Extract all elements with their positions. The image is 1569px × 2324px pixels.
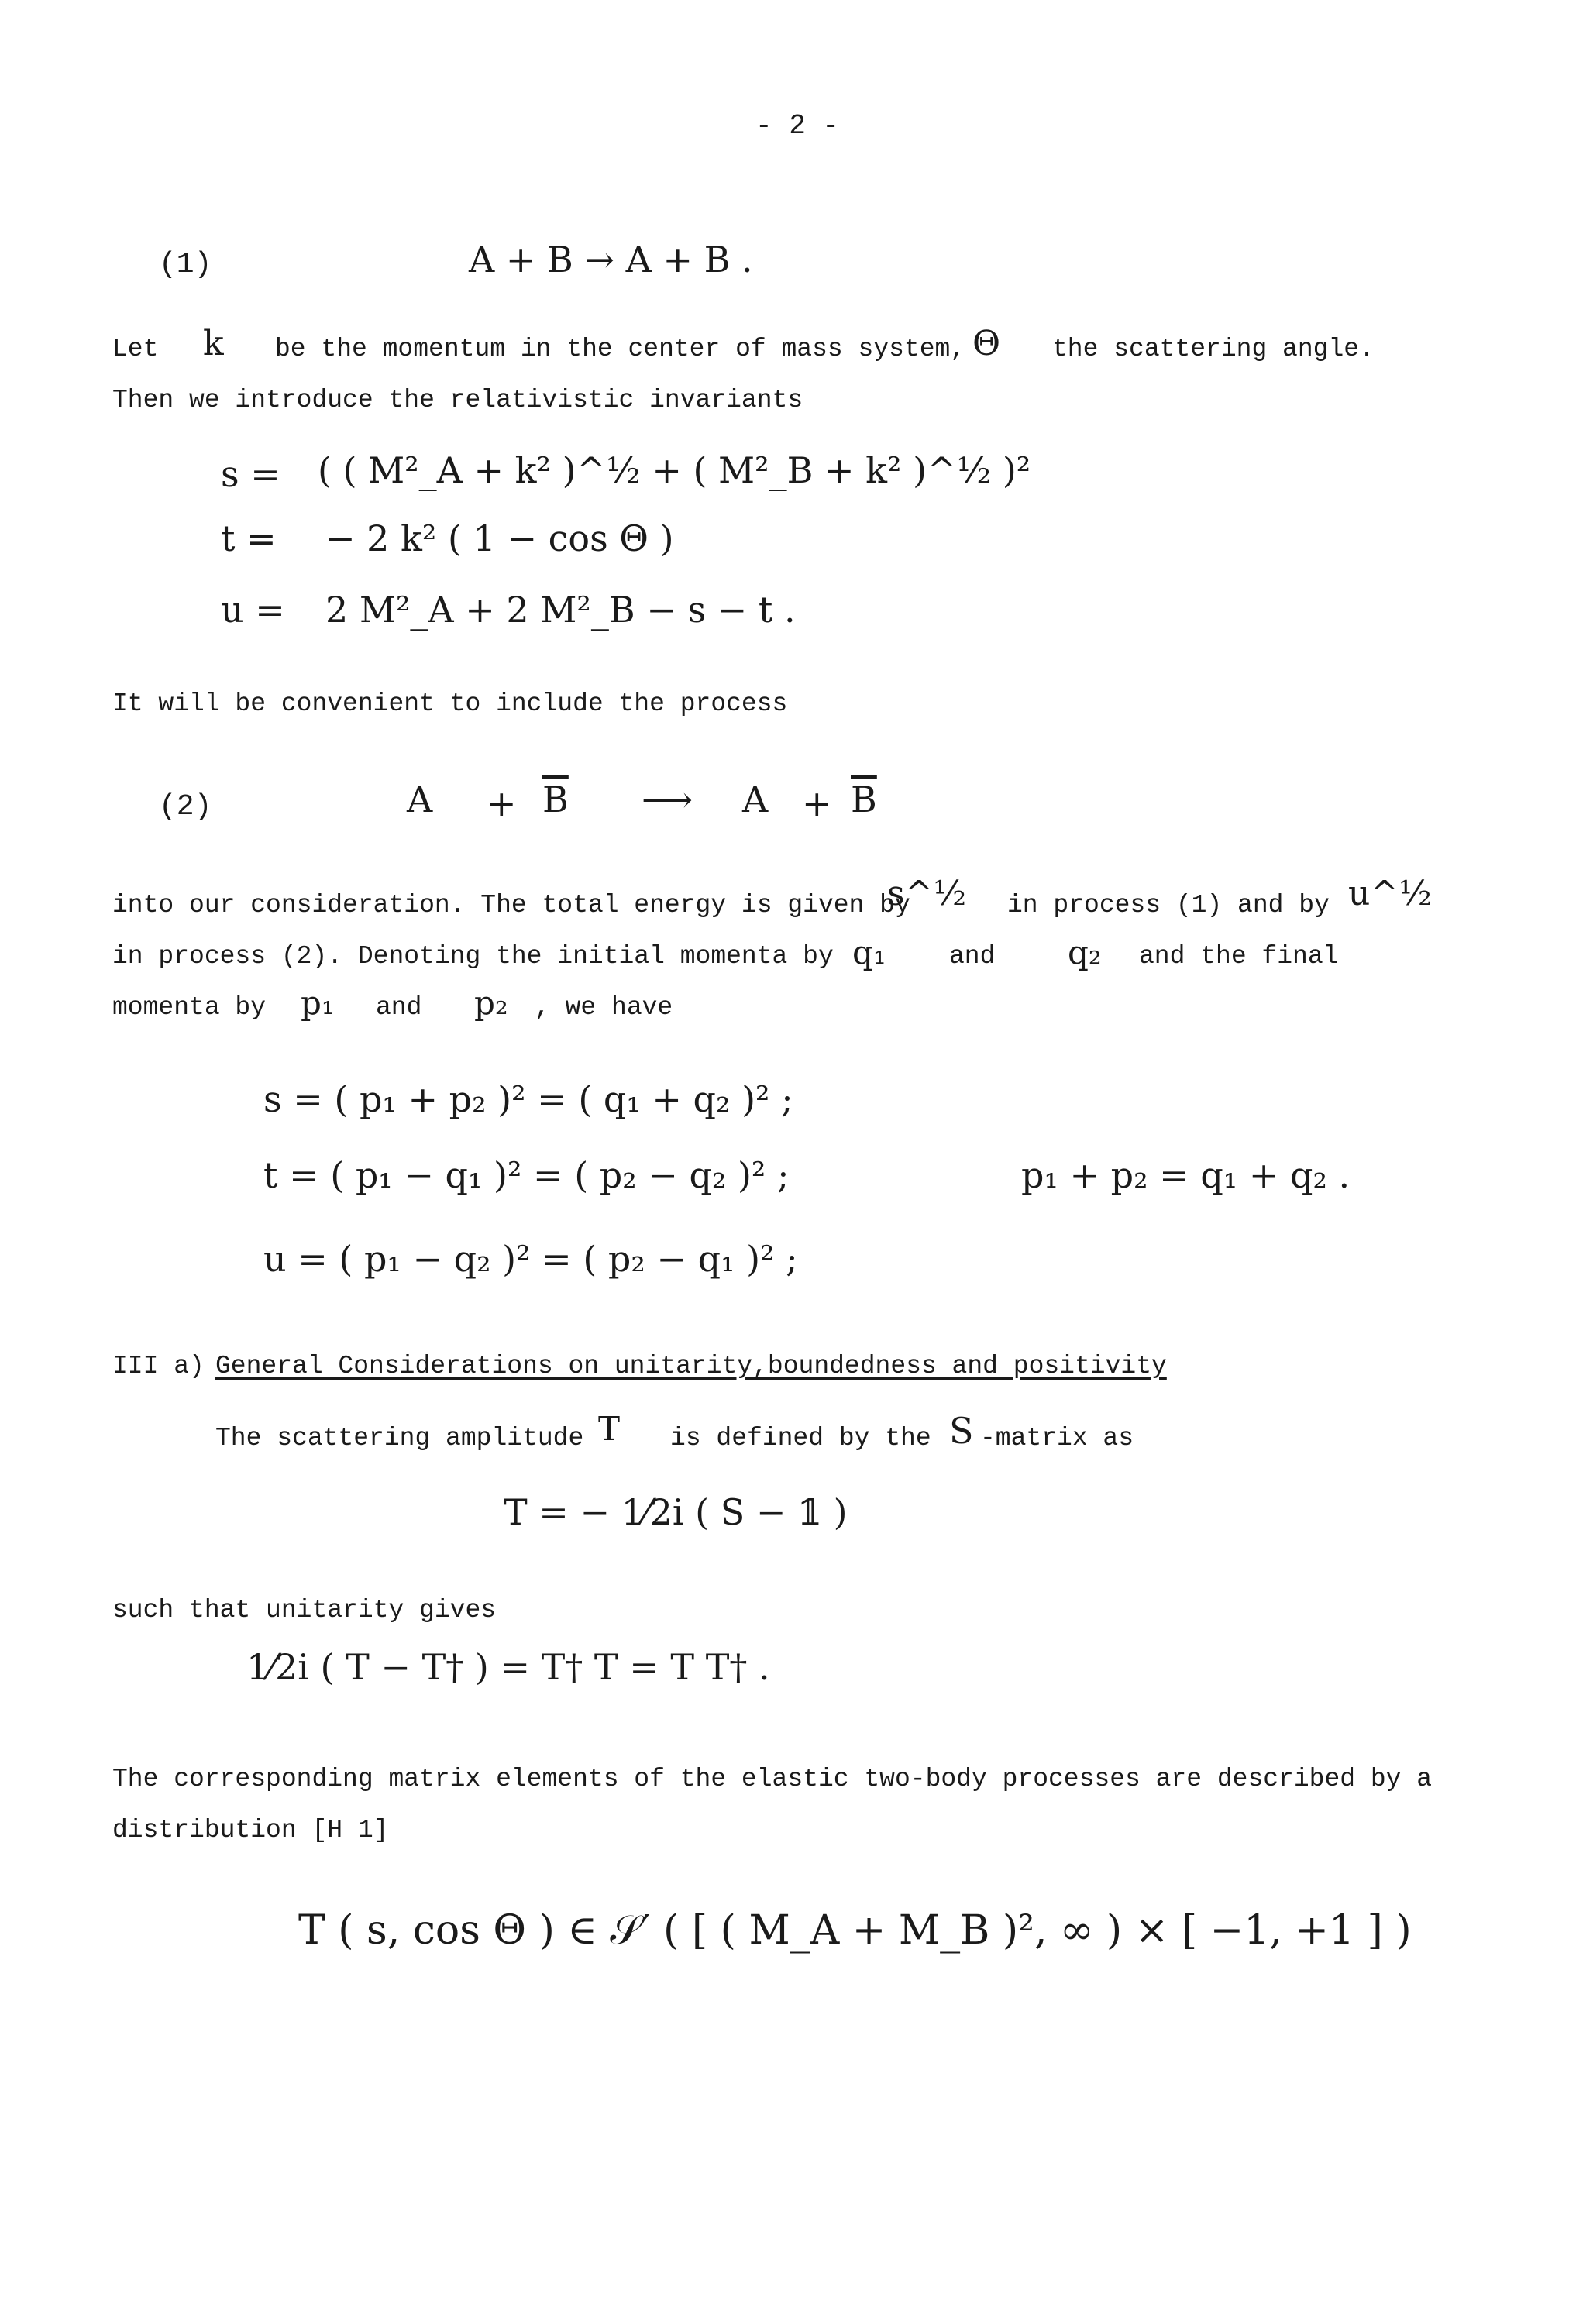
equation-number-1: (1): [159, 248, 212, 281]
section-title: General Considerations on unitarity,boundedness and positivity: [215, 1352, 1167, 1380]
invariant-t-lhs: t =: [221, 517, 277, 559]
invariant-s-rhs: ( ( M²_A + k² )^½ + ( M²_B + k² )^½ )²: [318, 449, 1031, 491]
symbol-S: S: [949, 1410, 974, 1452]
reaction-2-b1-bar: $\overline{B}$: [542, 779, 569, 820]
reaction-2-a1: A: [407, 779, 433, 820]
kinematic-u: u = ( p₁ − q₂ )² = ( p₂ − q₁ )² ;: [263, 1238, 798, 1280]
text-scattering-angle: the scattering angle.: [1052, 335, 1375, 363]
text-let: Let: [112, 335, 159, 363]
text-matrix-as: -matrix as: [980, 1424, 1134, 1452]
page-number: - 2 -: [755, 110, 840, 142]
reaction-2-b2-bar: $\overline{B}$: [851, 779, 877, 820]
invariant-u-rhs: 2 M²_A + 2 M²_B − s − t .: [325, 589, 796, 631]
invariant-t-rhs: − 2 k² ( 1 − cos Θ ): [325, 517, 674, 559]
symbol-k: k: [203, 324, 224, 363]
text-in-process-1: in process (1) and by: [1007, 891, 1330, 920]
text-matrix-elements: The corresponding matrix elements of the elastic two-body processes are described by a: [112, 1765, 1433, 1793]
symbol-sqrt-s: s^½: [887, 874, 967, 913]
text-scattering-amplitude: The scattering amplitude: [215, 1424, 584, 1452]
text-distribution-ref: distribution [H 1]: [112, 1816, 389, 1844]
symbol-p2: p₂: [474, 984, 508, 1022]
text-include-process: It will be convenient to include the process: [112, 689, 788, 718]
text-unitarity-gives: such that unitarity gives: [112, 1596, 497, 1624]
invariant-s-lhs: s =: [221, 453, 280, 495]
symbol-theta: Θ: [972, 324, 1001, 363]
text-and-q: and: [949, 942, 996, 971]
text-momenta-by: momenta by: [112, 993, 267, 1022]
equation-number-2: (2): [159, 790, 212, 823]
text-total-energy: into our consideration. The total energy is given by: [112, 891, 910, 920]
reaction-2-plus2: +: [802, 782, 832, 824]
reaction-2-a2: A: [742, 779, 769, 820]
symbol-T: T: [598, 1410, 621, 1448]
symbol-q1: q₁: [852, 933, 886, 971]
invariant-u-lhs: u =: [221, 589, 285, 631]
symbol-q2: q₂: [1068, 933, 1102, 971]
text-we-have: , we have: [535, 993, 673, 1022]
text-and-the-final: and the final: [1139, 942, 1339, 971]
kinematic-s: s = ( p₁ + p₂ )² = ( q₁ + q₂ )² ;: [263, 1078, 793, 1120]
symbol-sqrt-u: u^½: [1348, 874, 1432, 913]
section-number: III a): [112, 1352, 205, 1380]
equation-unitarity: 1⁄2i ( T − T† ) = T† T = T T† .: [246, 1646, 770, 1688]
text-introduce-invariants: Then we introduce the relativistic invariants: [112, 386, 803, 414]
equation-distribution: T ( s, cos Θ ) ∈ 𝒮′ ( [ ( M_A + M_B )², ∞ ) × [ −1, +1 ] ): [298, 1907, 1412, 1954]
text-defined-by: is defined by the: [670, 1424, 931, 1452]
text-initial-momenta: in process (2). Denoting the initial momenta by: [112, 942, 834, 971]
kinematic-t: t = ( p₁ − q₁ )² = ( p₂ − q₂ )² ;: [263, 1154, 790, 1196]
symbol-p1: p₁: [301, 984, 335, 1022]
reaction-2-plus1: +: [487, 782, 517, 824]
momentum-conservation: p₁ + p₂ = q₁ + q₂ .: [1021, 1154, 1351, 1196]
text-momentum-description: be the momentum in the center of mass system,: [275, 335, 966, 363]
reaction-2-arrow: ⟶: [642, 779, 693, 820]
reaction-equation-1: A + B → A + B .: [469, 239, 753, 280]
equation-T-definition: T = − 1⁄2i ( S − 𝟙 ): [504, 1491, 848, 1533]
text-and-p: and: [376, 993, 422, 1022]
